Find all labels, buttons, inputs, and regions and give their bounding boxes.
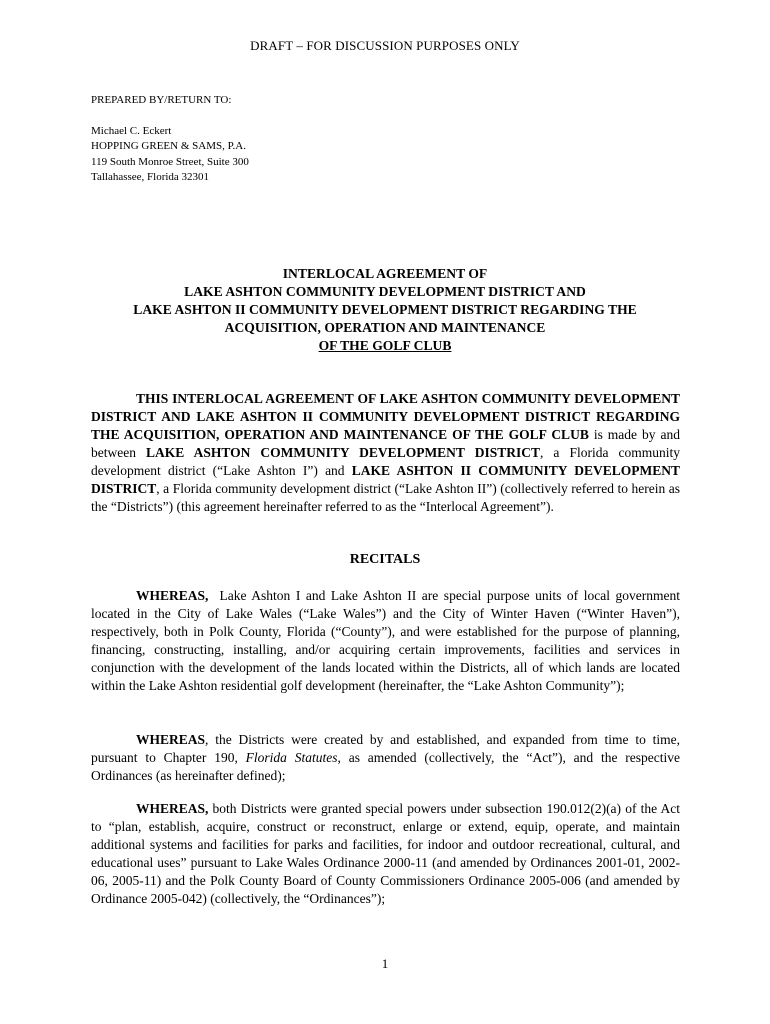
title-line-5: OF THE GOLF CLUB	[318, 338, 452, 353]
address-name: Michael C. Eckert	[91, 125, 172, 137]
title-line-2: LAKE ASHTON COMMUNITY DEVELOPMENT DISTRICT AND	[184, 284, 586, 299]
title-line-3: LAKE ASHTON II COMMUNITY DEVELOPMENT DISTRICT REGARDING THE	[133, 302, 637, 317]
whereas-1-lead: WHEREAS,	[136, 588, 209, 603]
whereas-paragraph-3	[91, 800, 680, 908]
address-street: 119 South Monroe Street, Suite 300	[91, 155, 249, 168]
document-title	[80, 265, 690, 355]
title-line-4: ACQUISITION, OPERATION AND MAINTENANCE	[224, 320, 546, 335]
whereas-2-text-a: , the Districts were created by and established, and expanded from time to time, pursuant to Chapter 190,	[91, 732, 680, 765]
intro-text-3: , a Florida community development district (“Lake Ashton II”) (collectively referred to herein as the “Districts”) (this agreement hereinafter referred to as the “Interlocal Agreement”).	[91, 481, 680, 514]
whereas-3-text: both Districts were granted special powers under subsection 190.012(2)(a) of the Act to “plan, establish, acquire, construct or reconstruct, enlarge or extend, equip, operate, and maintain additional systems and facilities for parks and facilities, for indoor and outdoor recreational, cultural, and educational uses” pursuant to Lake Wales Ordinance 2000-11 (and amended by Ordinances 2001-01, 2002-06, 2005-11) and the Polk County Board of County Commissioners Ordinance 2005-006 (and amended by Ordinance 2005-042) (collectively, the “Ordinances”);	[91, 801, 680, 906]
return-address	[91, 124, 249, 185]
prepared-by-label: PREPARED BY/RETURN TO:	[91, 94, 232, 106]
whereas-2-lead: WHEREAS	[136, 732, 206, 747]
intro-bold-title: THIS INTERLOCAL AGREEMENT OF LAKE ASHTON COMMUNITY DEVELOPMENT DISTRICT AND LAKE ASHTON II COMMUNITY DEVELOPMENT DISTRICT REGARDING THE ACQUISITION, OPERATION AND MAINTENANCE OF THE GOLF CLUB	[91, 391, 680, 442]
address-city: Tallahassee, Florida 32301	[91, 170, 210, 183]
intro-text-1: is made by and between	[91, 427, 680, 460]
whereas-paragraph-1	[91, 587, 684, 695]
whereas-paragraph-2	[91, 731, 680, 785]
intro-bold-district-1: LAKE ASHTON COMMUNITY DEVELOPMENT DISTRICT	[146, 445, 541, 460]
intro-paragraph	[91, 390, 680, 516]
title-line-1: INTERLOCAL AGREEMENT OF	[282, 266, 488, 281]
page-number: 1	[381, 956, 389, 971]
intro-text-2: , a Florida community development district (“Lake Ashton I”) and	[91, 445, 681, 478]
address-firm: HOPPING GREEN & SAMS, P.A.	[91, 140, 246, 153]
recitals-heading: RECITALS	[349, 552, 421, 567]
whereas-1-text: Lake Ashton I and Lake Ashton II are special purpose units of local government located in the City of Lake Wales (“Lake Wales”) and the City of Winter Haven (“Winter Haven”), respectively, both in Polk County, Florida (“County”), and were established for the purpose of planning, financing, constructing, installing, and/or acquiring certain improvements, facilities and services in conjunction with the development of the lands located within the Districts, all of which lands are located within the Lake Ashton residential golf development (hereinafter, the “Lake Ashton Community”);	[91, 588, 684, 693]
intro-bold-district-2: LAKE ASHTON II COMMUNITY DEVELOPMENT DISTRICT	[91, 463, 680, 496]
whereas-3-lead: WHEREAS,	[136, 801, 209, 816]
whereas-2-text-b: , as amended (collectively, the “Act”), and the respective Ordinances (as hereinafter defined);	[91, 750, 681, 783]
draft-header: DRAFT – FOR DISCUSSION PURPOSES ONLY	[250, 38, 520, 53]
whereas-2-italic: Florida Statutes	[245, 750, 338, 765]
